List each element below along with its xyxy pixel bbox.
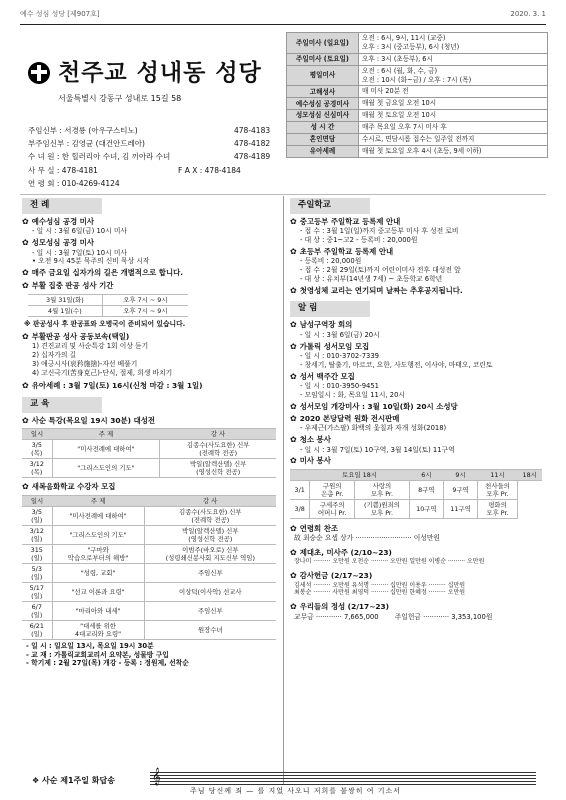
treble-clef-icon: 𝄞 [152, 767, 161, 785]
notice-item [290, 286, 546, 296]
flower-icon: ✿ [22, 238, 29, 248]
notice-item-detail: - 우제근(가스팔) 화백의 옻칠과 자개 성화(2018) [300, 424, 447, 433]
mass-schedule-table [286, 32, 548, 158]
confession-date: 4월 1일(수) [28, 306, 102, 317]
table-row [22, 544, 276, 563]
penance-option: 2) 십자가의 길 [32, 351, 77, 360]
table-cell: 6/21 (일) [22, 620, 52, 639]
table-cell: 3/8 [290, 499, 310, 518]
thanks-heading [290, 571, 546, 581]
table-cell: 3/5 (일) [22, 506, 52, 525]
flower-icon: ✿ [22, 217, 29, 226]
table-row [290, 480, 542, 499]
school-info-line: - 교 재 : 가톨릭교회교리서 요약본, 성물방 구입 [26, 650, 169, 659]
notice-item [290, 247, 546, 257]
liturgy-items [22, 217, 278, 291]
staff-phone: 478-4183 [234, 126, 271, 135]
table-header: 강 사 [144, 495, 276, 506]
notice-item [290, 456, 546, 466]
table-header: 주 제 [52, 429, 160, 440]
table-header: 주 제 [52, 495, 144, 506]
table-cell: 김종수(사도요한) 신부 (전례학 전공) [160, 440, 276, 459]
schedule-label: 주일미사 (일요일) [287, 33, 359, 54]
table-row [290, 499, 542, 518]
table-cell: 이상덕(이사악) 선교사 [144, 582, 276, 601]
flower-icon: ✿ [290, 456, 297, 466]
memorial-line: 故 최승순 요셉 상가 ·························· 이성만원 [294, 534, 440, 543]
staff-text: 연 령 회 : 010-4269-4124 [28, 178, 120, 188]
notice-item [290, 435, 546, 445]
schedule-label: 예수성심 공경미사 [287, 98, 359, 110]
table-header-row [22, 429, 276, 440]
flower-icon: ✿ [290, 247, 297, 257]
top-divider [20, 24, 546, 25]
table-header: 강 사 [160, 429, 276, 440]
notice-item-title: 초등부 주일학교 등록제 안내 [299, 247, 394, 257]
notice-item [290, 372, 546, 382]
table-cell: "미사전례에 대하여" [52, 440, 160, 459]
staff-row [28, 179, 278, 192]
schedule-value [359, 134, 548, 146]
penance-heading [22, 332, 278, 342]
cross-logo-icon [28, 62, 50, 84]
notice-item-detail: - 일 시 : 3월 7일(토) 10구역, 3월 14일(토) 11구역 [300, 445, 455, 454]
table-cell: 사랑의 모후 Pr. [355, 480, 410, 499]
staff-row [28, 139, 278, 152]
table-header: 9시 [443, 469, 477, 480]
psalm-title-text: 사순 제1주일 화답송 [41, 776, 115, 785]
schedule-value [359, 110, 548, 122]
table-cell: 박일(알렉산델) 신부 (영성신학 전공) [144, 525, 276, 544]
table-cell: 원장수녀 [144, 620, 276, 639]
table-cell: 315 (일) [22, 544, 52, 563]
section-liturgy-header: 전 례 [22, 198, 102, 214]
notice-item [22, 268, 278, 278]
schedule-row [287, 134, 548, 146]
schedule-value [359, 145, 548, 157]
flower-icon: ✿ [22, 280, 29, 290]
notice-item-detail: - 일 시 : 3월 6일(금) 20시 [300, 330, 380, 339]
table-row [22, 506, 276, 525]
flower-icon: ✿ [290, 217, 297, 226]
infant-baptism-text: 유아세례 : 3월 7일(토) 16시(신청 마감 : 3월 1일) [31, 380, 203, 390]
table-cell: 주임신부 [144, 601, 276, 620]
lecture-title: 사순 특강(목요일 19시 30분) 대성전 [31, 415, 155, 425]
flower-icon: ✿ [290, 414, 297, 424]
confession-time: 오후 7시 ~ 9시 [102, 306, 188, 317]
table-cell: "대세를 위한 4대교리와 요령" [52, 620, 144, 639]
notice-item-title: 예수성심 공경 미사 [31, 217, 94, 226]
notice-item [290, 217, 546, 227]
section-sunday-school-header: 주일학교 [290, 198, 370, 214]
schedule-label: 유아세례 [287, 145, 359, 157]
notice-item-detail: - 대 상 : 유치부(14년생 7세) ~ 초등학교 6학년 [300, 275, 443, 284]
table-row [22, 620, 276, 639]
notice-item-title: 청소 봉사 [299, 435, 331, 445]
notice-item-title: 첫영성체 교리는 연기되며 날짜는 추후공지됩니다. [299, 285, 463, 295]
notice-item-detail: - 일 시 : 010-3950-9451 [300, 381, 379, 390]
left-column [22, 198, 278, 668]
table-cell: "구마와 악습으로부터의 해방" [52, 544, 144, 563]
schedule-line: 매월 첫 토요일 오전 10시 [362, 111, 437, 120]
table-row [22, 459, 276, 478]
school-heading [22, 482, 278, 492]
flower-icon: ✿ [290, 341, 297, 351]
table-header: 11시 [478, 469, 518, 480]
notice-item-title: 미사 봉사 [299, 456, 331, 466]
table-cell: "미사전례에 대하여" [52, 506, 144, 525]
schedule-row [287, 53, 548, 65]
issue-date: 2020. 3. 1 [510, 10, 546, 18]
schedule-line: 오후 : 3시 (초등부), 6시 [362, 54, 433, 63]
table-cell: 6/7 (일) [22, 601, 52, 620]
staff-list [28, 126, 278, 192]
notice-item [22, 217, 278, 227]
table-cell: 3/5 (목) [22, 440, 52, 459]
notice-item [290, 342, 546, 352]
notice-item [290, 414, 546, 424]
diamond-icon: ❖ [32, 776, 42, 785]
staff-row [28, 126, 278, 139]
flower-icon: ✿ [290, 571, 297, 581]
memorial-title: 연령회 찬조 [299, 523, 338, 533]
thanks-line: 김세석 ········· 오만원 유석명 ········· 십만원 이용우 ········· 십만원 [294, 581, 466, 589]
staff-text: 부주임신부 : 김영균 (대건안드레아) [28, 139, 145, 149]
schedule-row [287, 122, 548, 134]
church-address: 서울특별시 강동구 성내로 15길 58 [58, 94, 182, 103]
notice-item-detail: - 대 상 : 중1~고2 - 등록비 : 20,000원 [300, 236, 418, 245]
schedule-label: 혼인면담 [287, 134, 359, 146]
flower-icon: ✿ [290, 371, 297, 381]
fax-number: F A X : 478-4184 [178, 165, 241, 175]
table-row [22, 440, 276, 459]
lecture-table [22, 428, 276, 478]
altar-title: 제대초, 미사주 (2/10~23) [299, 548, 392, 558]
notice-item [22, 281, 278, 291]
schedule-line: 오전 : 6시, 9시, 11시 (교중) [362, 34, 446, 42]
table-header: 토요일 18시 [310, 469, 409, 480]
table-cell: "그리스도인의 기도" [52, 459, 160, 478]
table-cell: 3/1 [290, 480, 310, 499]
table-cell: 구원의 은총 Pr. [310, 480, 355, 499]
column-divider [283, 196, 284, 784]
thanks-title: 감사헌금 (2/17~23) [299, 571, 373, 581]
staff-row [28, 166, 278, 179]
table-cell: "선교 이론과 요령" [52, 582, 144, 601]
schedule-line: 매주 목요일 오후 7시 미사 후 [362, 123, 447, 132]
schedule-label: 평일미사 [287, 65, 359, 86]
notice-item-detail: - 일 시 : 010-3702-7339 [300, 351, 379, 360]
school-info-line: - 학기제 : 2월 27일(목) 개강 - 등록 : 정원제, 선착순 [26, 659, 189, 668]
table-cell: 천사들의 모후 Pr. [478, 480, 518, 499]
notice-item [290, 402, 546, 412]
penance-list [22, 342, 278, 377]
notice-item-detail: - 접 수 : 2월 29일(토)까지 어린이미사 전후 대성전 앞 [300, 266, 461, 275]
staff-text: 수 녀 원 : 한 힐러리아 수녀, 김 끼아라 수녀 [28, 152, 171, 162]
table-header-row [22, 495, 276, 506]
church-name: 천주교 성내동 성당 [58, 59, 262, 86]
table-cell: 11구역 [443, 499, 477, 518]
notice-item-title: 성모성심 공경 미사 [31, 238, 94, 248]
school-table [22, 495, 276, 640]
table-header-row [290, 469, 542, 480]
right-column [290, 198, 546, 621]
table-row [22, 563, 276, 582]
penance-title: 부활판공 성사 공동보속(택일) [31, 331, 130, 341]
flower-icon: ✿ [22, 268, 29, 278]
flower-icon: ✿ [22, 380, 29, 390]
table-header: 일시 [22, 429, 52, 440]
mass-service-table [290, 469, 542, 519]
table-cell: 3/12 (목) [22, 459, 52, 478]
schedule-row [287, 145, 548, 157]
confession-table [28, 294, 188, 317]
flower-icon: ✿ [290, 523, 297, 533]
flower-icon: ✿ [22, 482, 29, 492]
flower-icon: ✿ [290, 401, 297, 411]
schedule-line: 매월 첫 토요일 오후 4시 (초등, 9세 이하) [362, 146, 482, 155]
school-info-line: - 일 시 : 일요일 13시, 목요일 19시 30분 [26, 641, 154, 650]
flower-icon: ✿ [290, 548, 297, 558]
staff-text: 사 무 실 : 478-4181 [28, 165, 98, 175]
table-cell: "마리아와 내세" [52, 601, 144, 620]
issue-label: 예수 성심 성당 [제907호] [20, 10, 100, 18]
schedule-line: 오후 : 3시 (중고등부), 6시 (청년) [362, 42, 460, 51]
table-header: 6시 [409, 469, 443, 480]
memorial-heading [290, 524, 546, 534]
notice-item [290, 320, 546, 330]
notice-items [290, 320, 546, 467]
table-row [22, 601, 276, 620]
altar-heading [290, 548, 546, 558]
table-cell: "성령, 교회" [52, 563, 144, 582]
notice-item-detail: - 일 시 : 3월 6일(금) 10시 미사 [32, 227, 127, 236]
schedule-label: 주일미사 (토요일) [287, 53, 359, 65]
table-cell: 평화의 모후 Pr. [478, 499, 518, 518]
notice-item-title: 부활 집중 판공 성사 기간 [31, 280, 114, 290]
notice-item [22, 238, 278, 248]
flower-icon: ✿ [290, 602, 297, 612]
flower-icon: ✿ [290, 320, 297, 330]
table-row [22, 582, 276, 601]
schedule-row [287, 86, 548, 98]
schedule-row [287, 110, 548, 122]
notice-item-title: 2020 본당달력 원화 전시판매 [299, 414, 400, 424]
schedule-value [359, 122, 548, 134]
altar-line: 장나미 ········· 오만원 오천순 ········· 오만원 일만원 이병순 ········· 오만원 [294, 558, 485, 566]
table-cell: (기쁨)원죄의 모후 Pr. [355, 499, 410, 518]
psalm-title [32, 776, 115, 786]
infant-baptism [22, 381, 278, 391]
notice-item-detail: - 모임일시 : 화, 목요일 11시, 20시 [300, 390, 405, 399]
notice-item-detail: • 오전 9시 45분 묵주의 신비 묵상 시작 [32, 257, 150, 266]
schedule-label: 성모성심 신심미사 [287, 110, 359, 122]
header-divider [20, 194, 546, 195]
notice-item-title: 남성구역장 회의 [299, 320, 353, 330]
schedule-line: 매 미사 20분 전 [362, 87, 409, 96]
confession-date: 3월 31일(화) [28, 295, 102, 306]
table-cell: 구세주의 어머니 Pr. [310, 499, 355, 518]
schedule-label: 고해성사 [287, 86, 359, 98]
sunday-school-items [290, 217, 546, 296]
schedule-line: 오전 : 10시 (화~금) / 오후 : 7시 (목) [362, 75, 472, 84]
schedule-line: 매월 첫 금요일 오전 10시 [362, 99, 437, 108]
penance-option: 4) 고신극기(苦身克己)-단식, 절제, 희생 바치기 [32, 368, 173, 377]
table-cell: "그리스도인의 기도" [52, 525, 144, 544]
flower-icon: ✿ [22, 331, 29, 341]
offering-line [290, 613, 546, 622]
notice-item-title: 가톨릭 성서모임 모집 [299, 341, 370, 351]
flower-icon: ✿ [290, 285, 297, 295]
table-cell: 8구역 [409, 480, 443, 499]
table-cell: 이범주(바오로) 신부 (성령쇄신봉사회 지도신부 역임) [144, 544, 276, 563]
notice-item-title: 매주 금요일 십자가의 길은 개별적으로 합니다. [31, 268, 184, 278]
staff-phone: 478-4189 [234, 152, 271, 162]
section-education-header: 교 육 [22, 397, 102, 413]
notice-item-detail: - 접 수 : 3월 1일(일)까지 중고등부 미사 후 성전 로비 [300, 227, 459, 236]
table-cell: 박일(알렉산델) 신부 (영성신학 전공) [160, 459, 276, 478]
table-header: 일시 [22, 495, 52, 506]
table-cell: 3/12 (일) [22, 525, 52, 544]
flower-icon: ✿ [22, 415, 29, 425]
offering-title: 우리들의 정성 (2/17~23) [299, 602, 390, 612]
schedule-row [287, 98, 548, 110]
penance-option: 1) 견진교리 및 사순특강 1회 이상 듣기 [32, 342, 149, 351]
psalm-music [20, 767, 546, 800]
staff-row [28, 152, 278, 165]
table-cell: 주임신부 [144, 563, 276, 582]
schedule-row [287, 33, 548, 54]
offering-dues: 교무금 ············ 7,665,000 [294, 612, 379, 621]
section-notice-header: 알 림 [290, 301, 370, 317]
table-row [28, 306, 188, 317]
schedule-value [359, 65, 548, 86]
notice-item-title: 성서 백주간 모집 [299, 371, 355, 381]
school-title: 새복음화학교 수강자 모집 [31, 482, 116, 492]
notice-item-title: 중고등부 주일학교 등록제 안내 [299, 217, 401, 226]
school-info [22, 642, 278, 668]
offering-sunday: 주일헌금 ············ 3,353,100원 [394, 612, 493, 621]
schedule-value [359, 98, 548, 110]
confession-time: 오후 7시 ~ 9시 [102, 295, 188, 306]
psalm-lyrics: 주님 당신께 죄 — 를 지었 사오니 저희를 불쌍히 여 기소서 [190, 787, 402, 795]
staff-phone: 478-4182 [234, 139, 271, 149]
table-header: 18시 [517, 469, 542, 480]
table-cell: 5/17 (일) [22, 582, 52, 601]
schedule-line: 수시로, 면담시롭 접수는 일주일 전까지 [362, 135, 475, 144]
schedule-value [359, 86, 548, 98]
thanks-line: 최봉순 ········· 사만원 최영덕 ········· 십만원 한혜정 ········· 오만원 [294, 589, 466, 597]
issue-line [20, 10, 546, 22]
table-cell: 9구역 [443, 480, 477, 499]
table-cell: 김종수(사도요한) 신부 (전례학 전공) [144, 506, 276, 525]
table-cell: 10구역 [409, 499, 443, 518]
lecture-heading [22, 416, 278, 426]
notice-item-detail: - 일 시 : 3월 7일(토) 10시 미사 [32, 248, 127, 257]
schedule-value [359, 53, 548, 65]
table-row [22, 525, 276, 544]
schedule-row [287, 65, 548, 86]
schedule-value [359, 33, 548, 54]
notice-item-title: 성서모임 개강미사 : 3월 10일(화) 20시 소성당 [299, 401, 458, 411]
offering-heading [290, 602, 546, 612]
notice-item-detail: - 창세기, 탈출기, 마르코, 요한, 사도행전, 이사야, 마태오, 코린토 [300, 360, 493, 369]
table-header [290, 469, 310, 480]
schedule-label: 성 시 간 [287, 122, 359, 134]
table-row [28, 295, 188, 306]
table-cell: 5/3 (일) [22, 563, 52, 582]
schedule-line: 오전 : 6시 (월, 화, 수, 금) [362, 66, 438, 75]
confession-note: ※ 판공성사 후 판공표와 오병국이 준비되어 있습니다. [24, 320, 186, 329]
staff-text: 주임신부 : 서경룡 (아우구스티노) [28, 126, 138, 135]
notice-item-detail: - 등록비 : 20,000원 [300, 257, 362, 266]
penance-option: 3) 애긍시사(哀矜施捨)-자선 베풀기 [32, 359, 138, 368]
flower-icon: ✿ [290, 435, 297, 445]
